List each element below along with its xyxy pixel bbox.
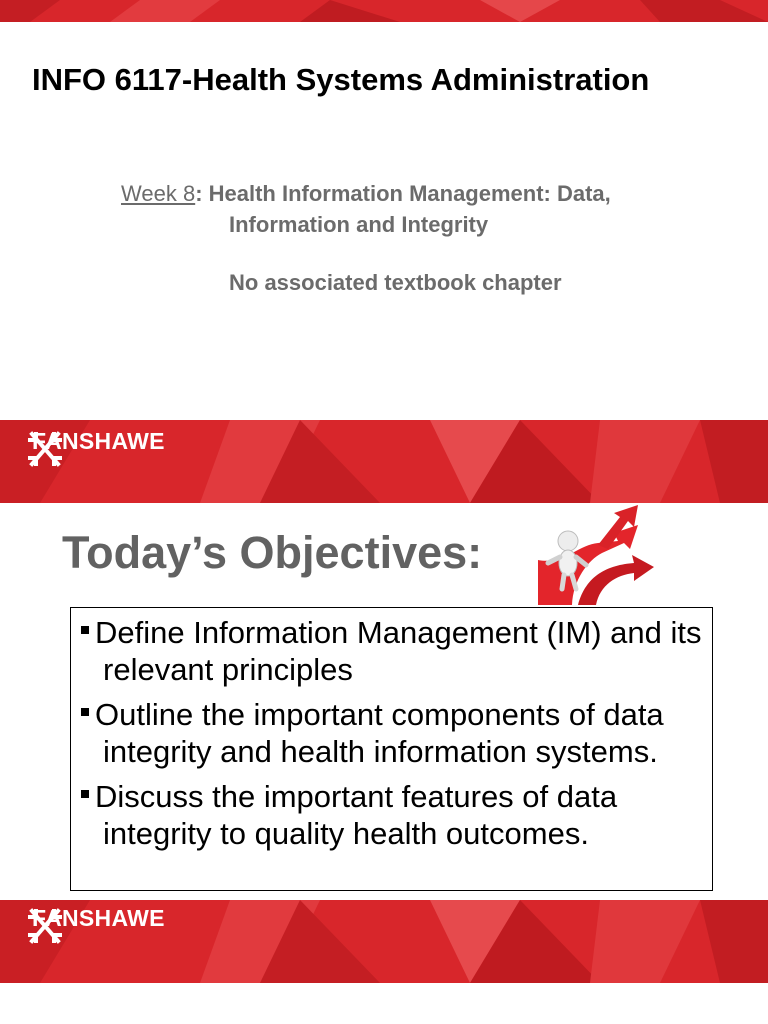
objective-text: Discuss the important features of data integrity to quality health outcomes.	[95, 779, 618, 851]
objective-text: Outline the important components of data integrity and health information systems.	[95, 697, 664, 769]
banner-pattern	[0, 0, 768, 22]
crossroads-figure-image	[538, 505, 654, 605]
bullet-icon	[81, 626, 89, 634]
bullet-icon	[81, 708, 89, 716]
footer-red-banner-1	[0, 420, 768, 503]
objective-text: Define Information Management (IM) and its relevant principles	[95, 615, 702, 687]
fanshawe-wordmark: FANSHAWE	[32, 905, 165, 931]
fanshawe-wordmark: FANSHAWE	[32, 428, 165, 454]
week-topic	[121, 178, 611, 240]
chapter-note: No associated textbook chapter	[229, 270, 562, 295]
week-label: Week 8	[121, 181, 196, 206]
top-red-banner	[0, 0, 768, 22]
course-title: INFO 6117-Health Systems Administration	[32, 62, 650, 97]
objective-item	[79, 778, 704, 852]
objectives-title: Today’s Objectives:	[62, 527, 483, 578]
objective-item	[79, 614, 704, 688]
topic-line-1: : Health Information Management: Data,	[195, 181, 611, 206]
objectives-list	[79, 614, 704, 852]
fanshawe-logo	[26, 905, 165, 932]
topic-line-2: Information and Integrity	[229, 212, 489, 237]
objectives-box	[70, 607, 713, 891]
fanshawe-logo	[26, 428, 165, 455]
bullet-icon	[81, 790, 89, 798]
footer-red-banner-2	[0, 900, 768, 983]
objective-item	[79, 696, 704, 770]
